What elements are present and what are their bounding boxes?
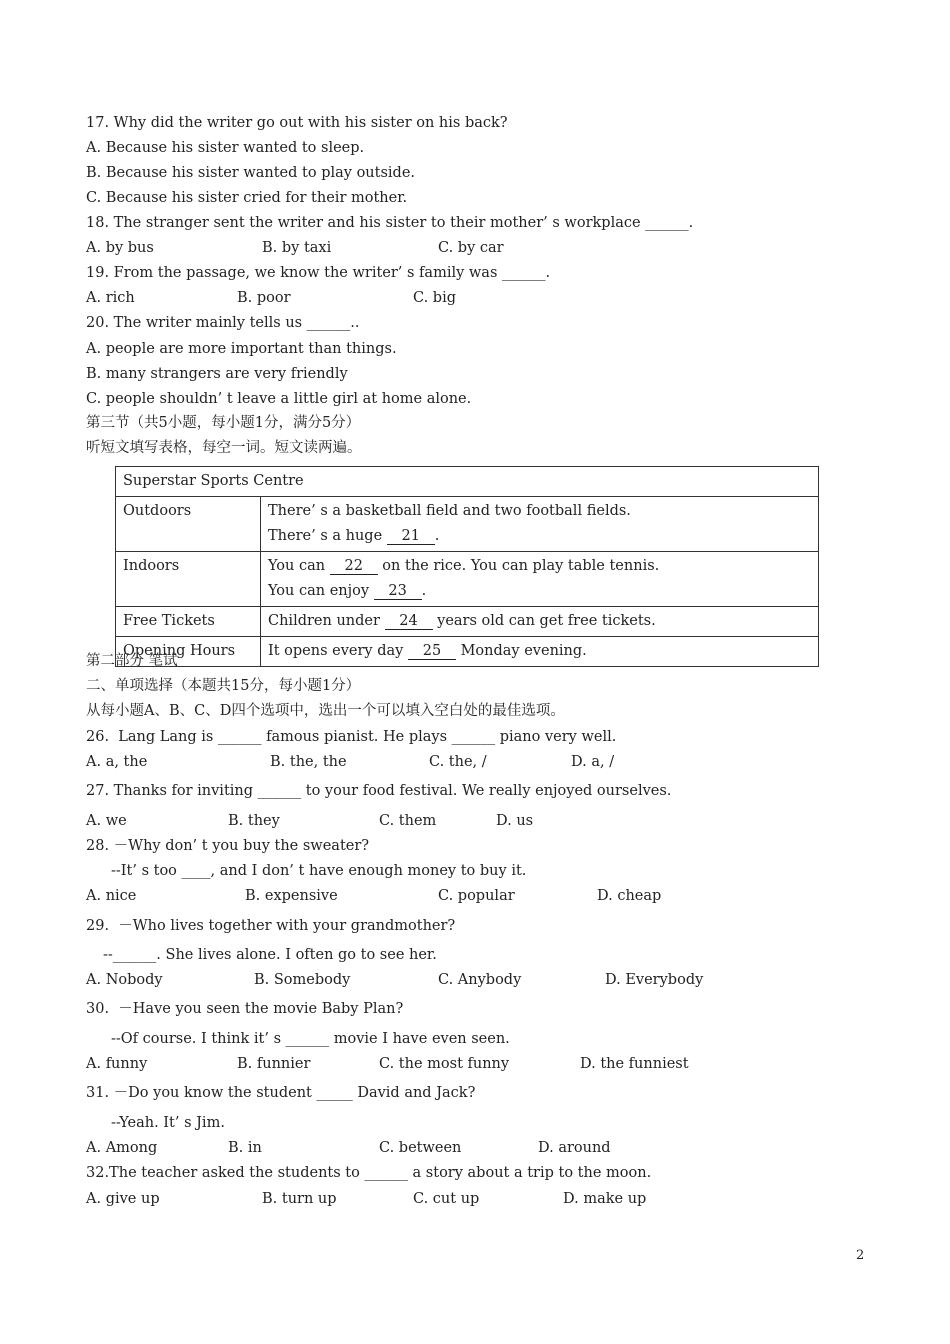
table-header: Superstar Sports Centre bbox=[116, 467, 819, 497]
indoors-line1-pre: You can bbox=[268, 558, 330, 574]
hours-pre: It opens every day bbox=[268, 643, 408, 659]
outdoors-line2-pre: There’ s a huge bbox=[268, 528, 387, 544]
q27-option-c: C. them bbox=[379, 813, 437, 829]
table-row bbox=[116, 552, 819, 607]
q26-option-b: B. the, the bbox=[270, 754, 347, 770]
table-row bbox=[116, 497, 819, 552]
q32-option-c: C. cut up bbox=[413, 1191, 480, 1207]
q31-response: --Yeah. It’ s Jim. bbox=[111, 1115, 225, 1131]
q17-option-a: A. Because his sister wanted to sleep. bbox=[86, 140, 365, 156]
indoors-line2-post: . bbox=[421, 583, 427, 599]
q32-stem: 32.The teacher asked the students to ______ a story about a trip to the moon. bbox=[86, 1165, 652, 1181]
q27-option-b: B. they bbox=[228, 813, 280, 829]
q32-option-a: A. give up bbox=[86, 1191, 160, 1207]
q29-option-c: C. Anybody bbox=[438, 972, 522, 988]
q30-stem: 30. －Have you seen the movie Baby Plan? bbox=[86, 1001, 404, 1017]
part2-instruction: 从每小题A、B、C、D四个选项中，选出一个可以填入空白处的最佳选项。 bbox=[86, 703, 565, 719]
q30-response: --Of course. I think it’ s ______ movie I have even seen. bbox=[111, 1031, 510, 1047]
q27-option-d: D. us bbox=[496, 813, 534, 829]
table-header-row bbox=[116, 467, 819, 497]
q27-stem: 27. Thanks for inviting ______ to your food festival. We really enjoyed ourselves. bbox=[86, 783, 672, 799]
q31-option-b: B. in bbox=[228, 1140, 262, 1156]
q28-response: --It’ s too ____, and I don’ t have enough money to buy it. bbox=[111, 863, 527, 879]
q32-option-b: B. turn up bbox=[262, 1191, 337, 1207]
q20-option-c: C. people shouldn’ t leave a little girl at home alone. bbox=[86, 391, 472, 407]
outdoors-line2-post: . bbox=[434, 528, 440, 544]
section3-title: 第三节（共5小题，每小题1分，满分5分） bbox=[86, 415, 361, 431]
tickets-pre: Children under bbox=[268, 613, 385, 629]
q31-option-d: D. around bbox=[538, 1140, 611, 1156]
q26-option-d: D. a, / bbox=[571, 754, 615, 770]
q19-option-b: B. poor bbox=[237, 290, 291, 306]
q19-option-a: A. rich bbox=[86, 290, 135, 306]
q18-stem: 18. The stranger sent the writer and his sister to their mother’ s workplace ______. bbox=[86, 215, 694, 231]
q28-option-d: D. cheap bbox=[597, 888, 662, 904]
indoors-line1-post: on the rice. You can play table tennis. bbox=[377, 558, 660, 574]
q20-option-a: A. people are more important than things. bbox=[86, 341, 397, 357]
indoors-line2-pre: You can enjoy bbox=[268, 583, 374, 599]
blank-23: 23 bbox=[374, 583, 422, 600]
q20-stem: 20. The writer mainly tells us ______.. bbox=[86, 315, 360, 331]
q18-option-c: C. by car bbox=[438, 240, 504, 256]
q29-option-a: A. Nobody bbox=[86, 972, 163, 988]
hours-post: Monday evening. bbox=[455, 643, 587, 659]
page-number: 2 bbox=[856, 1248, 865, 1263]
table-row bbox=[116, 637, 819, 667]
q32-option-d: D. make up bbox=[563, 1191, 647, 1207]
q26-stem: 26. Lang Lang is ______ famous pianist. He plays ______ piano very well. bbox=[86, 729, 617, 745]
q28-option-b: B. expensive bbox=[245, 888, 338, 904]
sports-centre-table bbox=[115, 466, 819, 667]
q20-option-b: B. many strangers are very friendly bbox=[86, 366, 348, 382]
blank-25: 25 bbox=[408, 643, 456, 660]
row-content-indoors bbox=[261, 552, 819, 607]
q27-option-a: A. we bbox=[86, 813, 127, 829]
row-content-free-tickets bbox=[261, 607, 819, 637]
q28-stem: 28. －Why don’ t you buy the sweater? bbox=[86, 838, 370, 854]
q19-option-c: C. big bbox=[413, 290, 456, 306]
part2-title: 第二部分 笔试 bbox=[86, 653, 178, 669]
q18-option-a: A. by bus bbox=[86, 240, 154, 256]
section3-instruction: 听短文填写表格，每空一词。短文读两遍。 bbox=[86, 440, 362, 456]
q19-stem: 19. From the passage, we know the writer’ s family was ______. bbox=[86, 265, 551, 281]
q30-option-b: B. funnier bbox=[237, 1056, 311, 1072]
q26-option-a: A. a, the bbox=[86, 754, 148, 770]
row-label-indoors: Indoors bbox=[116, 552, 261, 607]
row-content-opening-hours bbox=[261, 637, 819, 667]
blank-21: 21 bbox=[387, 528, 435, 545]
q30-option-c: C. the most funny bbox=[379, 1056, 510, 1072]
row-content-outdoors bbox=[261, 497, 819, 552]
blank-24: 24 bbox=[385, 613, 433, 630]
q18-option-b: B. by taxi bbox=[262, 240, 332, 256]
q29-option-d: D. Everybody bbox=[605, 972, 704, 988]
tickets-post: years old can get free tickets. bbox=[432, 613, 656, 629]
part2-section-title: 二、单项选择（本题共15分，每小题1分） bbox=[86, 678, 361, 694]
row-label-opening-hours: Opening Hours bbox=[116, 637, 261, 667]
q29-option-b: B. Somebody bbox=[254, 972, 351, 988]
q31-option-c: C. between bbox=[379, 1140, 462, 1156]
q30-option-a: A. funny bbox=[86, 1056, 148, 1072]
row-label-outdoors: Outdoors bbox=[116, 497, 261, 552]
q29-stem: 29. －Who lives together with your grandmother? bbox=[86, 918, 456, 934]
row-label-free-tickets: Free Tickets bbox=[116, 607, 261, 637]
q29-response: --______. She lives alone. I often go to see her. bbox=[103, 947, 437, 963]
outdoors-line1: There’ s a basketball field and two football fields. bbox=[268, 503, 631, 519]
q28-option-a: A. nice bbox=[86, 888, 137, 904]
q31-stem: 31. －Do you know the student _____ David and Jack? bbox=[86, 1085, 476, 1101]
q28-option-c: C. popular bbox=[438, 888, 515, 904]
q17-option-c: C. Because his sister cried for their mother. bbox=[86, 190, 408, 206]
q17-option-b: B. Because his sister wanted to play outside. bbox=[86, 165, 416, 181]
q31-option-a: A. Among bbox=[86, 1140, 158, 1156]
q26-option-c: C. the, / bbox=[429, 754, 487, 770]
blank-22: 22 bbox=[330, 558, 378, 575]
table-row bbox=[116, 607, 819, 637]
q30-option-d: D. the funniest bbox=[580, 1056, 689, 1072]
q17-stem: 17. Why did the writer go out with his sister on his back? bbox=[86, 115, 508, 131]
